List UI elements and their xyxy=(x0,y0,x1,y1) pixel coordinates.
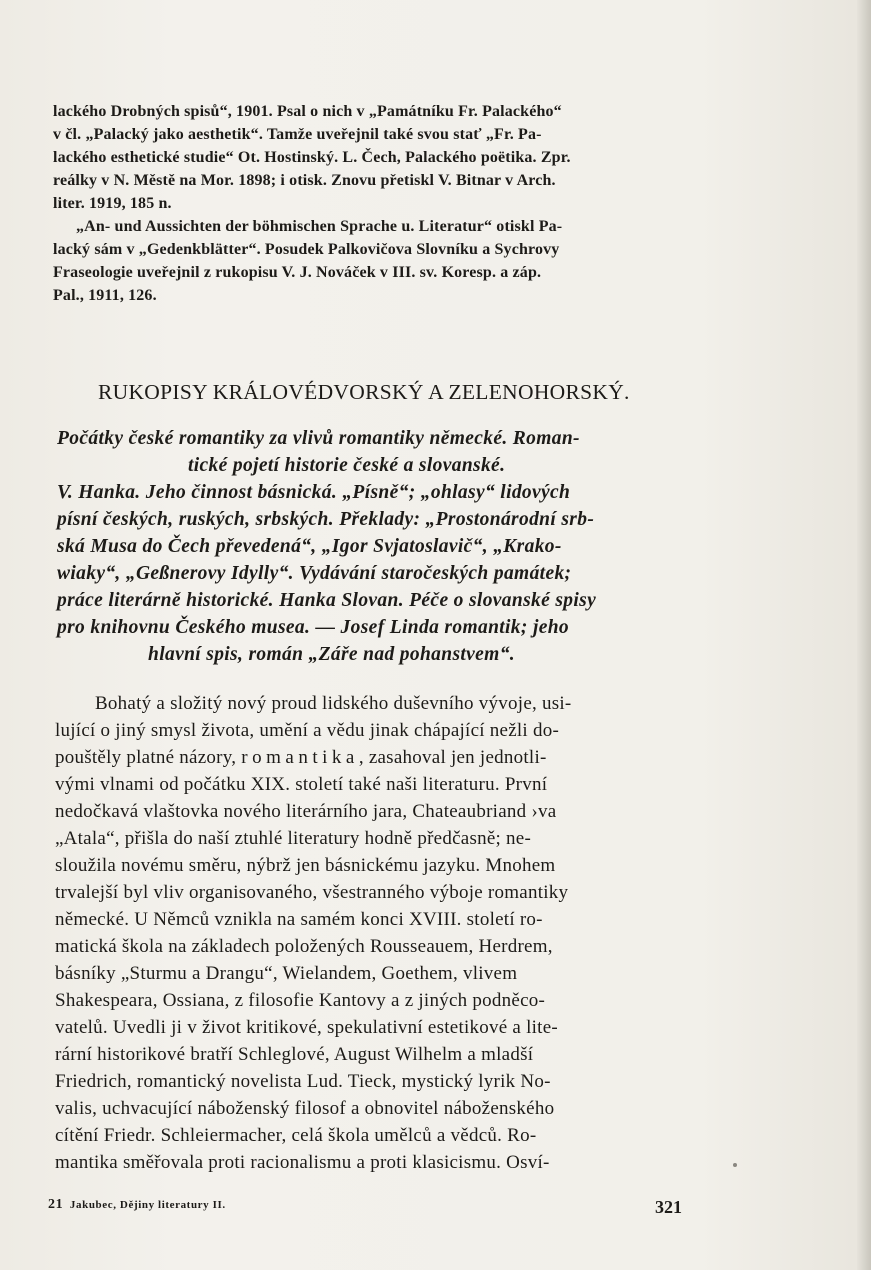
body-line: mantika směřovala proti racionalismu a proti klasicismu. Osví- xyxy=(55,1152,550,1173)
footnote-line: reálky v N. Městě na Mor. 1898; i otisk. Znovu přetiskl V. Bitnar v Arch. xyxy=(53,172,556,189)
body-line: nedočkavá vlaštovka nového literárního jara, Chateaubriand ›va xyxy=(55,801,557,822)
summary-line: Počátky české romantiky za vlivů romantiky německé. Roman- xyxy=(57,428,580,449)
summary-line: písní českých, ruských, srbských. Překlady: „Prostonárodní srb- xyxy=(57,509,595,530)
signature-mark xyxy=(48,1197,226,1213)
body-line: cítění Friedr. Schleiermacher, celá škola umělců a vědců. Ro- xyxy=(55,1125,537,1146)
footnote-line: lackého esthetické studie“ Ot. Hostinský. L. Čech, Palackého poëtika. Zpr. xyxy=(53,149,571,166)
body-line: Shakespeara, Ossiana, z filosofie Kantovy a z jiných podněco- xyxy=(55,990,546,1011)
footnote-line: Pal., 1911, 126. xyxy=(53,287,157,304)
emphasized-term: romantika xyxy=(241,747,359,768)
body-line: valis, uchvacující náboženský filosof a obnovitel náboženského xyxy=(55,1098,555,1119)
summary-line: wiaky“, „Geßnerovy Idylly“. Vydávání staročeských památek; xyxy=(57,563,572,584)
body-line: Friedrich, romantický novelista Lud. Tieck, mystický lyrik No- xyxy=(55,1071,551,1092)
footnote-line: v čl. „Palacký jako aesthetik“. Tamže uveřejnil také svou stať „Fr. Pa- xyxy=(53,126,542,143)
body-line: vatelů. Uvedli ji v život kritikové, spekulativní estetikové a lite- xyxy=(55,1017,558,1038)
body-line: německé. U Němců vznikla na samém konci XVIII. století ro- xyxy=(55,909,543,930)
summary-line: hlavní spis, román „Záře nad pohanstvem“. xyxy=(148,644,516,665)
page-number: 321 xyxy=(655,1197,682,1217)
summary-line: tické pojetí historie české a slovanské. xyxy=(188,455,506,476)
chapter-title: RUKOPISY KRÁLOVÉDVORSKÝ A ZELENOHORSKÝ. xyxy=(98,380,630,404)
page-edge xyxy=(857,0,871,1270)
summary-line: V. Hanka. Jeho činnost básnická. „Písně“; „ohlasy“ lidových xyxy=(57,482,571,503)
signature-number: 21 xyxy=(48,1197,64,1212)
body-line: lující o jiný smysl života, umění a vědu jinak chápající nežli do- xyxy=(55,720,560,741)
footnote-line: „An- und Aussichten der böhmischen Sprache u. Literatur“ otiskl Pa- xyxy=(76,218,563,235)
body-line: sloužila novému směru, nýbrž jen básnickému jazyku. Mnohem xyxy=(55,855,556,876)
footnote-line: lackého Drobných spisů“, 1901. Psal o nich v „Památníku Fr. Palackého“ xyxy=(53,103,562,120)
body-line: básníky „Sturmu a Drangu“, Wielandem, Goethem, vlivem xyxy=(55,963,518,984)
body-line: „Atala“, přišla do naší ztuhlé literatury hodně předčasně; ne- xyxy=(55,828,532,849)
footnote-line: Fraseologie uveřejnil z rukopisu V. J. Nováček v III. sv. Koresp. a záp. xyxy=(53,264,542,281)
body-line: trvalejší byl vliv organisovaného, všestranného výboje romantiky xyxy=(55,882,569,903)
body-line xyxy=(55,744,695,771)
footnote-line: lacký sám v „Gedenkblätter“. Posudek Palkovičova Slovníku a Sychrovy xyxy=(53,241,560,258)
body-line: matická škola na základech položených Rousseauem, Herdrem, xyxy=(55,936,553,957)
summary-line: ská Musa do Čech převedená“, „Igor Svjatoslavič“, „Krako- xyxy=(57,536,562,557)
body-line: Bohatý a složitý nový proud lidského duševního vývoje, usi- xyxy=(95,693,572,714)
footnote-line: liter. 1919, 185 n. xyxy=(53,195,172,212)
summary-line: práce literárně historické. Hanka Slovan. Péče o slovanské spisy xyxy=(57,590,597,611)
body-line: rární historikové bratří Schleglové, August Wilhelm a mladší xyxy=(55,1044,534,1065)
signature-text: Jakubec, Dějiny literatury II. xyxy=(69,1199,226,1211)
paper-speck xyxy=(733,1163,737,1167)
body-text-segment: , zasahoval jen jednotli- xyxy=(358,747,547,768)
body-line: vými vlnami od počátku XIX. století také naši literaturu. První xyxy=(55,774,548,795)
body-text-segment: pouštěly platné názory, xyxy=(55,747,242,768)
summary-line: pro knihovnu Českého musea. — Josef Linda romantik; jeho xyxy=(57,617,570,638)
